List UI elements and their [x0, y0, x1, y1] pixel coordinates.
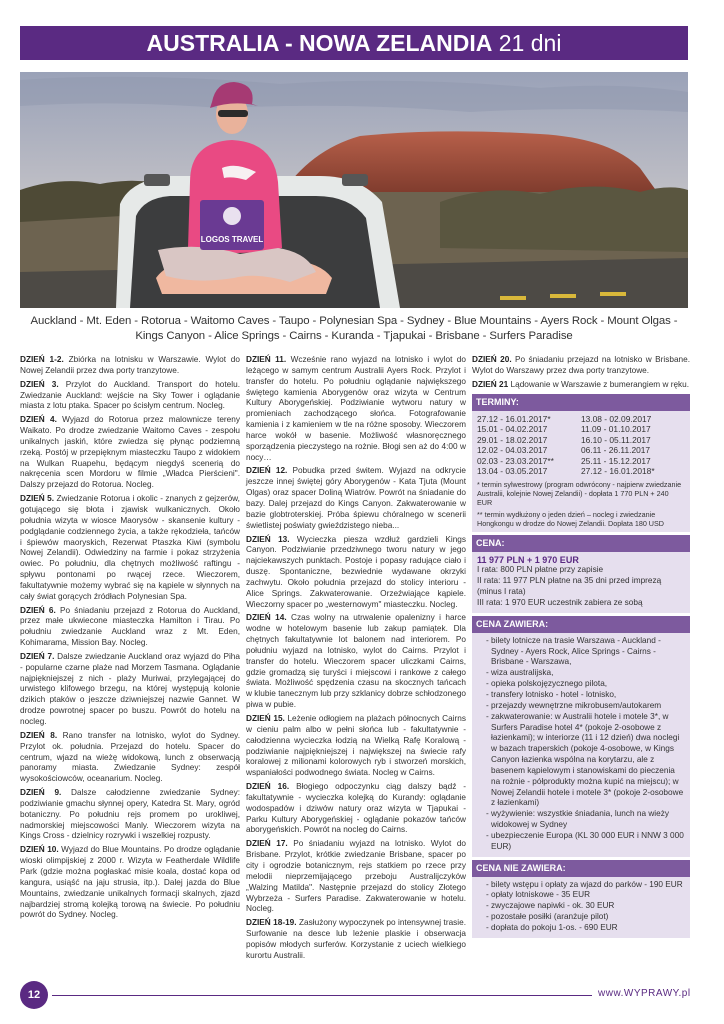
day-entry [246, 782, 466, 836]
includes-item: - przejazdy wewnętrzne mikrobusem/autokarem [486, 700, 662, 710]
day-label: DZIEŃ 16. [246, 782, 290, 792]
footer-divider [52, 995, 592, 996]
day-text: Wycieczka piesza wzdłuż gardzieli Kings Canyon. Podziwianie przedziwnego tworu natury w jego najciekawszych punktach. Postoje i popasy radujące ciało i duszę. Spontaniczne, bezwiednie wydawane okrzyki zachwytu. Około południa przejazd do stolicy interioru - Alice Springs. Zakwaterowanie. Orzeźwiające kąpiele. Wieczorny spacer po „westernowym" miasteczku. Nocleg. [246, 534, 467, 609]
day-text: Dalsze zwiedzanie Auckland oraz wyjazd do Piha - popularne czarne plaże nad Morzem Tasmana. Oglądanie najpiękniejszej z nich - plaży Muriwai, przylegającej do urwistego klifowego brzegu, na której występują kolonie dzikich ptaków o jeszcze dziwniejszej nazwie Gannet. W drodze powrotnej spacer po buszu. Powrót do hotelu na nocleg. [20, 651, 240, 726]
day-label: DZIEŃ 5. [20, 494, 55, 504]
day-text: Po śniadaniu przejazd na lotnisko w Brisbane. Wylot do Warszawy przez dwa porty tranzytowe. [472, 355, 690, 375]
day-label: DZIEŃ 21 [472, 379, 509, 389]
day-entry [472, 355, 690, 377]
term-date: 29.01 - 18.02.2017 [477, 434, 548, 445]
day-text: Wyjazd do Blue Mountains. Po drodze oglądanie wioski olimpijskiej z 2000 r. Wizyta w Featherdale Wildlife Park (gdzie można pogłaskać misie koala, dostać kopa od kangura, usiąść na jaju strusia, itp.). Dalej jazda do Blue Mountains, zwiedzanie unikalnych formacji skalnych, zjazd najbardziej stromą kolejką torową na świecie. Po południu powrót do Sydney. Nocleg. [20, 845, 241, 920]
day-label: DZIEŃ 11. [246, 355, 287, 364]
day-label: DZIEŃ 8. [20, 730, 58, 740]
hero-photo [20, 72, 688, 308]
day-label: DZIEŃ 14. [246, 613, 287, 623]
day-entry [246, 918, 466, 961]
day-label: DZIEŃ 20. [472, 355, 512, 364]
day-text: Leżenie odłogiem na plażach północnych Cairns w cieniu palm albo w pełni słońca lub - fakultatywnie - całodzienna wycieczka łodzią na Wielką Rafę Koralową - podziwianie najpiękniejszej i największej na świecie rafy koralowej z milionami kolorowych ryb i stworzeń morskich, wspaniałości podwodnego świata. Nocleg w Cairns. [246, 714, 467, 778]
includes-item: - wiza australijska, [486, 668, 554, 678]
day-text: Rano transfer na lotnisko, wylot do Sydney. Przylot ok. południa. Przejazd do hotelu. Spacer do centrum, wjazd na wieżę widokową, lunch z obserwacją panoramy miasta. Zwiedzanie Sydney: zespół wysokościowców, oceanarium. Nocleg. [20, 730, 240, 784]
day-text: Wcześnie rano wyjazd na lotnisko i wylot do leżącego w samym centrum Australii Ayers Rock. Przylot i transfer do hotelu. Po południu oglądanie największego świętego kamienia Aborygenów oraz wizyta w Centrum Kultury Aborygeńskiej. Podziwianie wytworu natury w promieniach zachodzącego słońca. Fotografowanie kamienia i z kamieniem w tle na różne sposoby. Wieczorem harce wokół w basenie. Możliwość własnoręcznego sporządzenia pieczystego na rożnie. Błogi sen aż do 4:00 w nocy… [246, 355, 466, 462]
day-entry [20, 731, 240, 785]
day-text: Przylot do Auckland. Transport do hotelu. Zwiedzanie Auckland: wejście na Sky Tower i oglądanie miasta z lotu ptaka. Spacer po ścisłym centrum. Nocleg. [20, 379, 240, 411]
price-line: I rata: 800 PLN płatne przy zapisie [477, 565, 604, 575]
includes-item: - zakwaterowanie: w Australii hotele i motele 3*, w Surfers Paradise hotel 4* (pokoje 2-osobowe z łazienkami); w interiorze (11 i 12 dzień) dwa noclegi w bazach traperskich (pokoje 4-osobowe, w Kings Canyon łazienka wspólna na korytarzu, ale z basenem kąpielowym i stanowiskami do pieczenia na rożnie - półprodukty można kupić na miejscu); w Nowej Zelandii hotele i motele 3* (pokoje 2-osobowe z łazienkami) [486, 711, 684, 808]
term-date: 27.12 - 16.01.2017* [477, 413, 551, 424]
excludes-heading: CENA NIE ZAWIERA: [472, 860, 690, 877]
includes-item: - bilety lotnicze na trasie Warszawa - Auckland - Sydney - Ayers Rock, Alice Springs - Cairns - Brisbane - Warszawa, [486, 635, 661, 667]
terms-note: * termin sylwestrowy (program odwrócony - najpierw zwiedzanie Australii, kolejnie Nowej Zelandii) - dopłata 1 770 PLN + 240 EUR [477, 479, 682, 507]
itinerary-column-3 [472, 355, 690, 938]
day-entry [246, 535, 466, 611]
term-date: 06.11 - 26.11.2017 [581, 445, 651, 456]
day-label: DZIEŃ 17. [246, 839, 288, 849]
includes-item: - opieka polskojęzycznego pilota, [486, 679, 608, 689]
term-date: 11.09 - 01.10.2017 [581, 424, 651, 435]
day-text: Po śniadaniu wyjazd na lotnisko. Wylot do Brisbane. Przylot, krótkie zwiedzanie Brisbane, spacer po city i ogrodzie botanicznym, rejs statkiem po rzece przy melodii nieprzemijającego przeboju Australijczyków „Walzing Matilda". Następnie przejazd do stolicy Złotego Wybrzeża - Surfers Paradise. Zakwaterowanie w hotelu. Nocleg. [246, 839, 466, 914]
price-heading: CENA: [472, 535, 690, 552]
includes-item: - transfery lotnisko - hotel - lotnisko, [486, 689, 617, 699]
day-entry [246, 613, 466, 711]
terms-note: ** termin wydłużony o jeden dzień – nocleg i zwiedzanie Hongkongu w drodze do Nowej Zelandii. Dopłata 180 USD [477, 509, 664, 528]
day-entry [246, 466, 466, 531]
day-text: Dalsze całodzienne zwiedzanie Sydney: podziwianie gmachu słynnej opery, Katedra St. Mary, ogród botaniczny. Po południu rejs promem po urokliwej, nadmorskiej miejscowości Manly. Wieczorem wizyta na Kings Cross - dzielnicy rozrywki i wszelkiej rozpusty. [20, 788, 240, 841]
excludes-item: - dopłata do pokoju 1-os. - 690 EUR [486, 923, 618, 932]
price-line: II rata: 11 977 PLN płatne na 35 dni przed imprezą (minus I rata) [477, 576, 662, 597]
title-main: AUSTRALIA - NOWA ZELANDIA [146, 30, 493, 56]
day-entry [20, 652, 240, 728]
day-label: DZIEŃ 1-2. [20, 355, 64, 364]
laptop-sign-text: LOGOS TRAVEL [200, 235, 264, 244]
day-label: DZIEŃ 9. [20, 788, 62, 798]
price-box [472, 535, 690, 613]
day-entry [246, 355, 466, 463]
terms-box [472, 394, 690, 532]
day-text: Wyjazd do Rotorua przez malownicze tereny Waikato. Po drodze zwiedzanie Waitomo Caves - zespołu unikalnych jaskiń, które zwiedza się płynąc podziemną rzeką. Postój w przepięknym miasteczku Taupo z widokiem na Wulkan Ruapehu, będącym niegdyś scenerią do nakręcenia scen Mordoru w filmie „Władca Pierścieni". Dalszy przejazd do Rotorua. Nocleg. [20, 415, 240, 490]
day-text: Zwiedzanie Rotorua i okolic - znanych z gejzerów, gotującego się błota i zjawisk wulkanicznych. Około południa wizyta w wiosce Maorysów - skansenie kultury - podglądanie codziennego życia, a także rękodzieła, tańców i śpiewów maoryskich, Rezerwat Ptaszka Kiwi (symbolu Nowej Zelandii). Odwiedziny na farmie i pokaz strzyżenia owiec. Po południu, dla chętnych możliwość raftingu - spływu pontonami po rwącej rzece. Wieczorem, fakultatywnie możemy wybrać się na kąpiele w słynnych na cały świat gorących źródłach Polynesian Spa. [20, 494, 240, 601]
day-label: DZIEŃ 4. [20, 415, 57, 425]
term-date: 12.02 - 04.03.2017 [477, 445, 548, 456]
terms-grid [477, 414, 685, 477]
day-entry [20, 380, 240, 413]
price-main: 11 977 PLN + 1 970 EUR [477, 554, 579, 565]
page-title [20, 26, 688, 60]
day-label: DZIEŃ 13. [246, 534, 290, 544]
term-date: 27.12 - 16.01.2018* [581, 466, 655, 477]
page-number: 12 [20, 981, 48, 1009]
day-entry [246, 839, 466, 915]
day-label: DZIEŃ 3. [20, 379, 59, 389]
itinerary-column-1 [20, 355, 240, 924]
term-date: 15.01 - 04.02.2017 [477, 424, 548, 435]
day-label: DZIEŃ 15. [246, 714, 285, 723]
day-text: Lądowanie w Warszawie z bumerangiem w ręku. [510, 379, 690, 389]
term-date: 25.11 - 15.12.2017 [581, 455, 651, 466]
price-line: III rata: 1 970 EUR uczestnik zabiera ze sobą [477, 597, 643, 607]
day-text: Zasłużony wypoczynek po intensywnej trasie. Surfowanie na desce lub leżenie plaskie i obserwacja popisów młodych surferów. Korzystanie z uciech wielkiego kurortu Australii. [246, 918, 467, 960]
title-days: 21 dni [498, 30, 562, 56]
excludes-item: - zwyczajowe napiwki - ok. 30 EUR [486, 901, 615, 911]
day-entry [472, 380, 690, 391]
day-entry [20, 355, 240, 377]
day-text: Zbiórka na lotnisku w Warszawie. Wylot do Nowej Zelandii przez dwa porty tranzytowe. [20, 355, 240, 375]
day-text: Pobudka przed świtem. Wyjazd na odkrycie jeszcze innej świętej góry Aborygenów - Kata Tjuta (Mount Olgas) oraz spacer Doliną Wiatrów. Powrót na śniadanie do bazy. Dalej przejazd do Kings Canyon. Zakwaterowanie w bazie globtroterskiej. Próba śpiewu chóralnego w scenerii świetlistej poświaty gwieździstego nieba... [246, 466, 466, 530]
route-summary: Auckland - Mt. Eden - Rotorua - Waitomo Caves - Taupo - Polynesian Spa - Sydney - Blue Mountains - Ayers Rock - Mount Olgas - Kings Canyon - Alice Springs - Cairns - Kuranda - Tjapukai - Brisbane - Surfers Paradise [30, 315, 678, 342]
itinerary-column-2 [246, 355, 466, 965]
hero-photo-illustration [20, 72, 688, 308]
day-text: Po śniadaniu przejazd z Rotorua do Auckland, przez małe ukwiecone miasteczka Hamilton i Tirau. Po południu zwiedzanie Auckland wraz z Mt. Eden, Kohimarama, Mission Bay. Nocleg. [20, 605, 240, 648]
includes-heading: CENA ZAWIERA: [472, 616, 690, 633]
day-label: DZIEŃ 12. [246, 466, 288, 476]
day-entry [246, 714, 466, 779]
day-label: DZIEŃ 10. [20, 845, 59, 855]
day-entry [20, 494, 240, 602]
excludes-item: - bilety wstępu i opłaty za wjazd do parków - 190 EUR [486, 879, 683, 889]
term-date: 13.08 - 02.09.2017 [581, 413, 652, 424]
includes-item: - ubezpieczenie Europa (KL 30 000 EUR i NNW 3 000 EUR) [486, 830, 684, 851]
day-label: DZIEŃ 7. [20, 651, 55, 661]
day-entry [20, 788, 240, 842]
day-label: DZIEŃ 18-19. [246, 918, 297, 928]
includes-item: - wyżywienie: wszystkie śniadania, lunch na wieży widokowej w Sydney [486, 809, 669, 830]
day-entry [20, 415, 240, 491]
term-date: 02.03 - 23.03.2017** [477, 455, 554, 466]
day-text: Błogiego odpoczynku ciąg dalszy bądź - fakultatywnie - wycieczka kolejką do Kurandy: oglądanie wodospadów i dziwów natury oraz wizyta w Tjapukai - Parku Kultury Aborygeńskiej - oglądanie pokazów tańców aborygeńskich. Powrót na nocleg do Cairns. [246, 782, 467, 835]
site-url[interactable]: www.WYPRAWY.pl [598, 988, 691, 999]
day-label: DZIEŃ 6. [20, 605, 56, 615]
day-entry [20, 606, 240, 649]
excludes-box [472, 860, 690, 938]
excludes-item: - pozostałe posiłki (aranżuje pilot) [486, 912, 609, 922]
day-text: Czas wolny na utrwalenie opalenizny i harce wodne w hotelowym basenie lub zakup pamiątek. Dla chętnych fakultatywnie lot balonem nad interiorem. Po południu wyjazd na lotnisko, wylot do Cairns. Przylot i transfer do hotelu. Wieczorem spacer uliczkami Cairns, gdzie gromadzą się turyści i miejscowi i rankowe z całego świata. Możliwość spędzenia czasu na skocznych tańcach w klubie tanecznym lub przy szklanicy dobrze schłodzonego piwa w pubie. [246, 613, 467, 710]
includes-box [472, 616, 690, 857]
terms-heading: TERMINY: [472, 394, 690, 411]
excludes-item: - opłaty lotniskowe - 35 EUR [486, 890, 591, 900]
term-date: 16.10 - 05.11.2017 [581, 434, 651, 445]
term-date: 13.04 - 03.05.2017 [477, 466, 548, 477]
day-entry [20, 845, 240, 921]
